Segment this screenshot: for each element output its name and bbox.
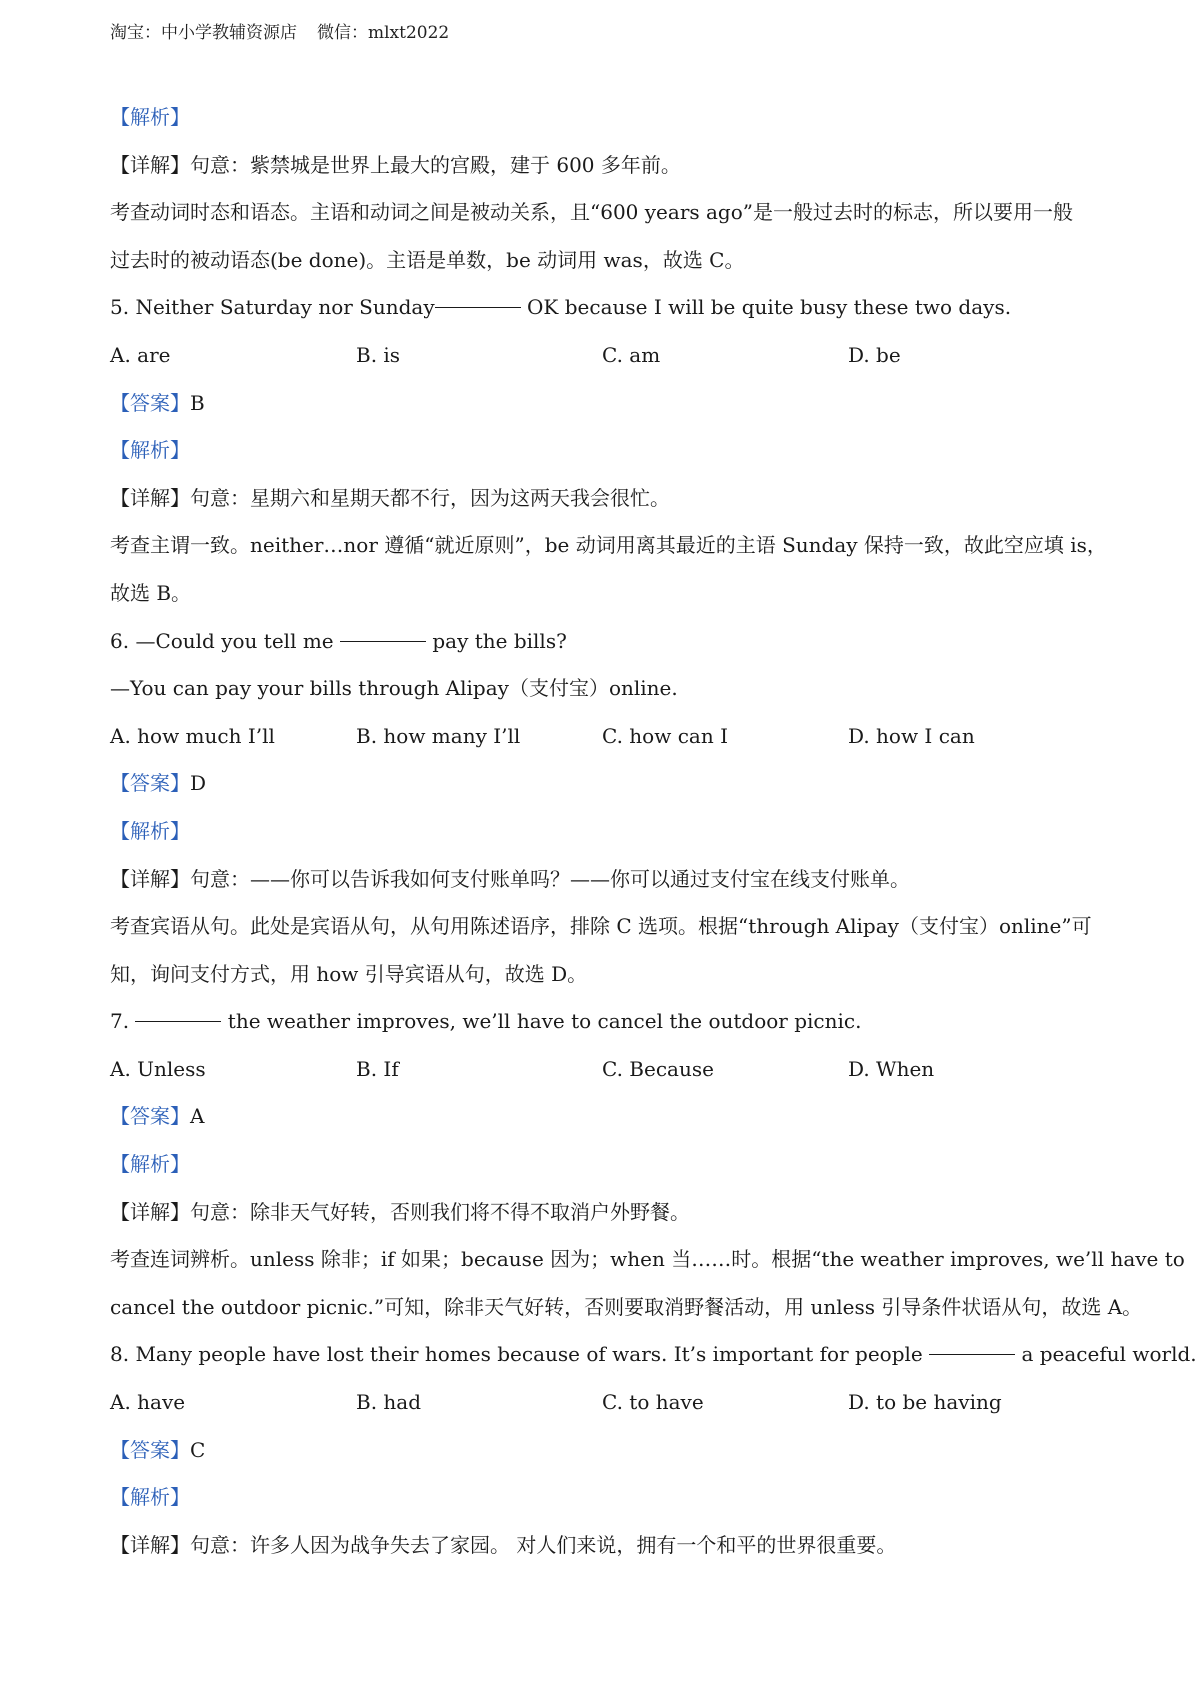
answer-blank [135, 1020, 221, 1022]
option-c: C. am [602, 342, 661, 367]
detail-line: 【详解】句意：许多人因为战争失去了家园。 对人们来说，拥有一个和平的世界很重要。 [110, 1532, 897, 1557]
answer-blank [929, 1353, 1015, 1355]
detail-line: 【详解】句意：——你可以告诉我如何支付账单吗？——你可以通过支付宝在线支付账单。 [110, 866, 910, 891]
detail-line: 【详解】句意：星期六和星期天都不行，因为这两天我会很忙。 [110, 485, 670, 510]
answer-value: D [190, 771, 207, 796]
question-6-options [110, 713, 1100, 761]
option-c: C. Because [602, 1056, 714, 1081]
page-header [110, 18, 449, 43]
detail-line: 【详解】句意：紫禁城是世界上最大的宫殿，建于 600 多年前。 [110, 152, 681, 177]
option-d: D. be [848, 342, 901, 367]
question-6-reply: —You can pay your bills through Alipay（支付宝）online. [110, 676, 678, 701]
answer-value: C [190, 1437, 206, 1462]
option-a: A. Unless [110, 1056, 206, 1081]
question-5-stem: 5. Neither Saturday nor Sunday OK because I will be quite busy these two days. [110, 295, 1012, 320]
option-b: B. had [356, 1390, 422, 1415]
detail-tag: 【详解】 [110, 485, 190, 510]
analysis-heading: 【解析】 [110, 1485, 190, 1510]
question-6-stem: 6. —Could you tell me pay the bills? [110, 628, 567, 653]
answer-blank [435, 306, 521, 308]
option-d: D. to be having [848, 1390, 1002, 1415]
detail-tag: 【详解】 [110, 866, 190, 891]
option-a: A. have [110, 1390, 186, 1415]
option-c: C. how can I [602, 723, 728, 748]
answer-blank [340, 640, 426, 642]
detail-line: 【详解】句意：除非天气好转，否则我们将不得不取消户外野餐。 [110, 1199, 690, 1224]
document-body [110, 94, 1197, 1569]
option-b: B. how many I’ll [356, 723, 521, 748]
answer-line: 【答案】D [110, 771, 207, 796]
question-7-stem: 7. the weather improves, we’ll have to cancel the outdoor picnic. [110, 1009, 862, 1034]
detail-tag: 【详解】 [110, 152, 190, 177]
explanation-line: 过去时的被动语态(be done)。主语是单数，be 动词用 was，故选 C。 [110, 247, 745, 272]
question-8-stem: 8. Many people have lost their homes because of wars. It’s important for people a peaceful world. [110, 1342, 1197, 1367]
explanation-line: 知，询问支付方式，用 how 引导宾语从句，故选 D。 [110, 961, 588, 986]
explanation-line: 考查动词时态和语态。主语和动词之间是被动关系，且“600 years ago”是一般过去时的标志，所以要用一般 [110, 200, 1073, 225]
explanation-line: 故选 B。 [110, 580, 192, 605]
analysis-heading: 【解析】 [110, 1152, 190, 1177]
detail-tag: 【详解】 [110, 1199, 190, 1224]
answer-line: 【答案】A [110, 1104, 205, 1129]
option-a: A. are [110, 342, 171, 367]
analysis-heading: 【解析】 [110, 105, 190, 129]
option-d: D. When [848, 1056, 935, 1081]
question-8-options [110, 1379, 1100, 1427]
question-7-options [110, 1046, 1100, 1094]
answer-line: 【答案】C [110, 1437, 206, 1462]
option-a: A. how much I’ll [110, 723, 275, 748]
option-b: B. is [356, 342, 401, 367]
analysis-heading: 【解析】 [110, 438, 190, 463]
detail-tag: 【详解】 [110, 1532, 190, 1557]
option-d: D. how I can [848, 723, 975, 748]
analysis-heading: 【解析】 [110, 818, 190, 843]
explanation-line: cancel the outdoor picnic.”可知，除非天气好转，否则要取消野餐活动，用 unless 引导条件状语从句，故选 A。 [110, 1294, 1143, 1319]
answer-value: A [190, 1104, 205, 1129]
answer-value: B [190, 390, 205, 415]
option-b: B. If [356, 1056, 399, 1081]
option-c: C. to have [602, 1390, 704, 1415]
answer-line: 【答案】B [110, 390, 205, 415]
shop-name: 淘宝：中小学教辅资源店 [110, 23, 297, 43]
explanation-line: 考查宾语从句。此处是宾语从句，从句用陈述语序，排除 C 选项。根据“through Alipay（支付宝）online”可 [110, 914, 1092, 939]
wechat-id: 微信：mlxt2022 [317, 23, 450, 43]
explanation-line: 考查连词辨析。unless 除非；if 如果；because 因为；when 当……时。根据“the weather improves, we’ll have to [110, 1247, 1185, 1272]
question-5-options [110, 332, 1100, 380]
explanation-line: 考查主谓一致。neither…nor 遵循“就近原则”，be 动词用离其最近的主语 Sunday 保持一致，故此空应填 is， [110, 533, 1107, 558]
